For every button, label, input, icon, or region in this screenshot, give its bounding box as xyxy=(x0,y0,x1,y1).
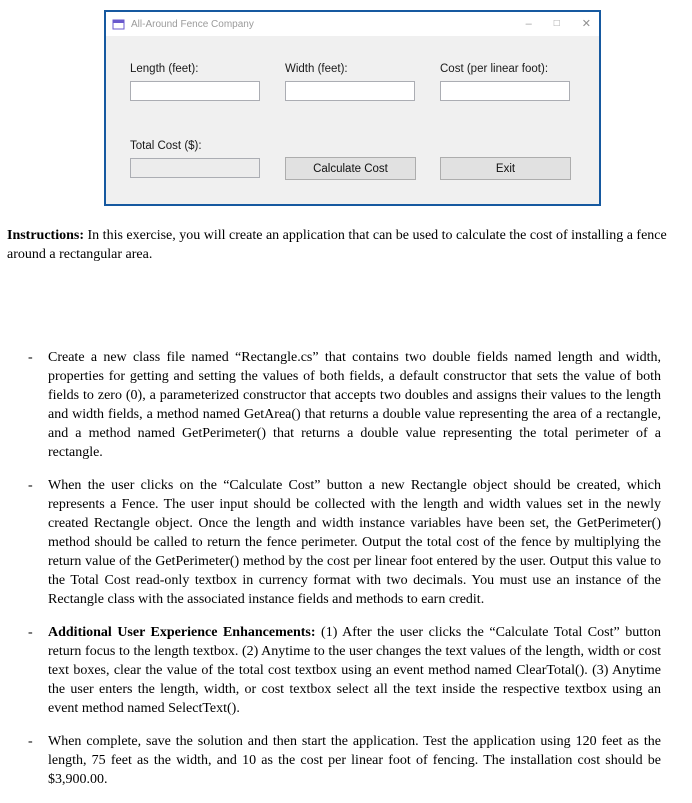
bullet-text xyxy=(48,348,686,462)
bullet-body: When complete, save the solution and then start the application. Test the application using 120 feet as the length, 75 feet as the width, and 10 as the cost per linear foot of fencing. The installation cost should be $3,900.00. xyxy=(48,734,661,787)
bullet-body: Create a new class file named “Rectangle.cs” that contains two double fields named length and width, properties for getting and setting the values of both fields, a default constructor that sets the value of both fields to zero (0), a parameterized constructor that accepts two doubles and assigns their values to the length and width fields, a method named GetArea() that returns a double value representing the area of a rectangle, and a method named GetPerimeter() that returns a double value representing the total perimeter of a rectangle. xyxy=(48,350,661,460)
bullet-marker: - xyxy=(28,350,33,365)
calculate-cost-button[interactable]: Calculate Cost xyxy=(285,157,416,180)
maximize-icon[interactable]: □ xyxy=(553,18,560,29)
length-input[interactable] xyxy=(130,81,260,101)
width-label: Width (feet): xyxy=(285,63,348,75)
bullet-text xyxy=(48,732,686,789)
bullet-body: (1) After the user clicks the “Calculate Total Cost” button return focus to the length textbox. (2) Anytime to the user changes the text values of the length, width or cost text boxes, clear the value of the total cost textbox using an event method named ClearTotal(). (3) Anytime the user enters the length, width, or cost textbox select all the text inside the respective textbox using an event method named SelectText(). xyxy=(48,625,661,716)
exit-button[interactable]: Exit xyxy=(440,157,571,180)
bullet-body: When the user clicks on the “Calculate Cost” button a new Rectangle object should be created, which represents a Fence. The user input should be collected with the length and width values set in the newly created Rectangle object. Once the length and width instance variables have been set, the GetPerimeter() method should be called to return the fence perimeter. Output the total cost of the fence by multiplying the return value of the GetPerimeter() method by the cost per linear foot entered by the user. Output this value to the Total Cost read-only textbox in currency format with two decimals. You must use an instance of the Rectangle class with the associated instance fields and methods to earn credit. xyxy=(48,478,661,607)
minimize-icon[interactable]: – xyxy=(525,17,532,30)
bullet-text xyxy=(48,476,686,609)
length-label: Length (feet): xyxy=(130,63,199,75)
window-controls xyxy=(526,19,591,30)
intro-lead: Instructions: xyxy=(7,228,85,243)
bullet-lead: Additional User Experience Enhancements: xyxy=(48,625,316,640)
close-icon[interactable]: ✕ xyxy=(581,17,591,30)
width-input[interactable] xyxy=(285,81,415,101)
list-item xyxy=(7,348,686,462)
window-title: All-Around Fence Company xyxy=(131,18,254,30)
total-cost-label: Total Cost ($): xyxy=(130,140,202,152)
list-item xyxy=(7,476,686,609)
bullet-marker: - xyxy=(28,625,33,640)
cost-input[interactable] xyxy=(440,81,570,101)
title-bar[interactable] xyxy=(106,12,599,36)
total-cost-output[interactable] xyxy=(130,158,260,178)
bullet-marker: - xyxy=(28,478,33,493)
list-item xyxy=(7,732,686,789)
list-item xyxy=(7,623,686,718)
form-client-area xyxy=(106,36,599,205)
cost-label: Cost (per linear foot): xyxy=(440,63,549,75)
bullet-text xyxy=(48,623,686,718)
intro-paragraph xyxy=(7,226,686,264)
app-icon xyxy=(112,18,125,31)
bullet-list xyxy=(7,348,686,789)
bullet-marker: - xyxy=(28,734,33,749)
intro-text: In this exercise, you will create an application that can be used to calculate the cost of installing a fence around a rectangular area. xyxy=(7,228,667,262)
fence-app-window xyxy=(104,10,601,206)
instructions-document xyxy=(0,212,692,803)
